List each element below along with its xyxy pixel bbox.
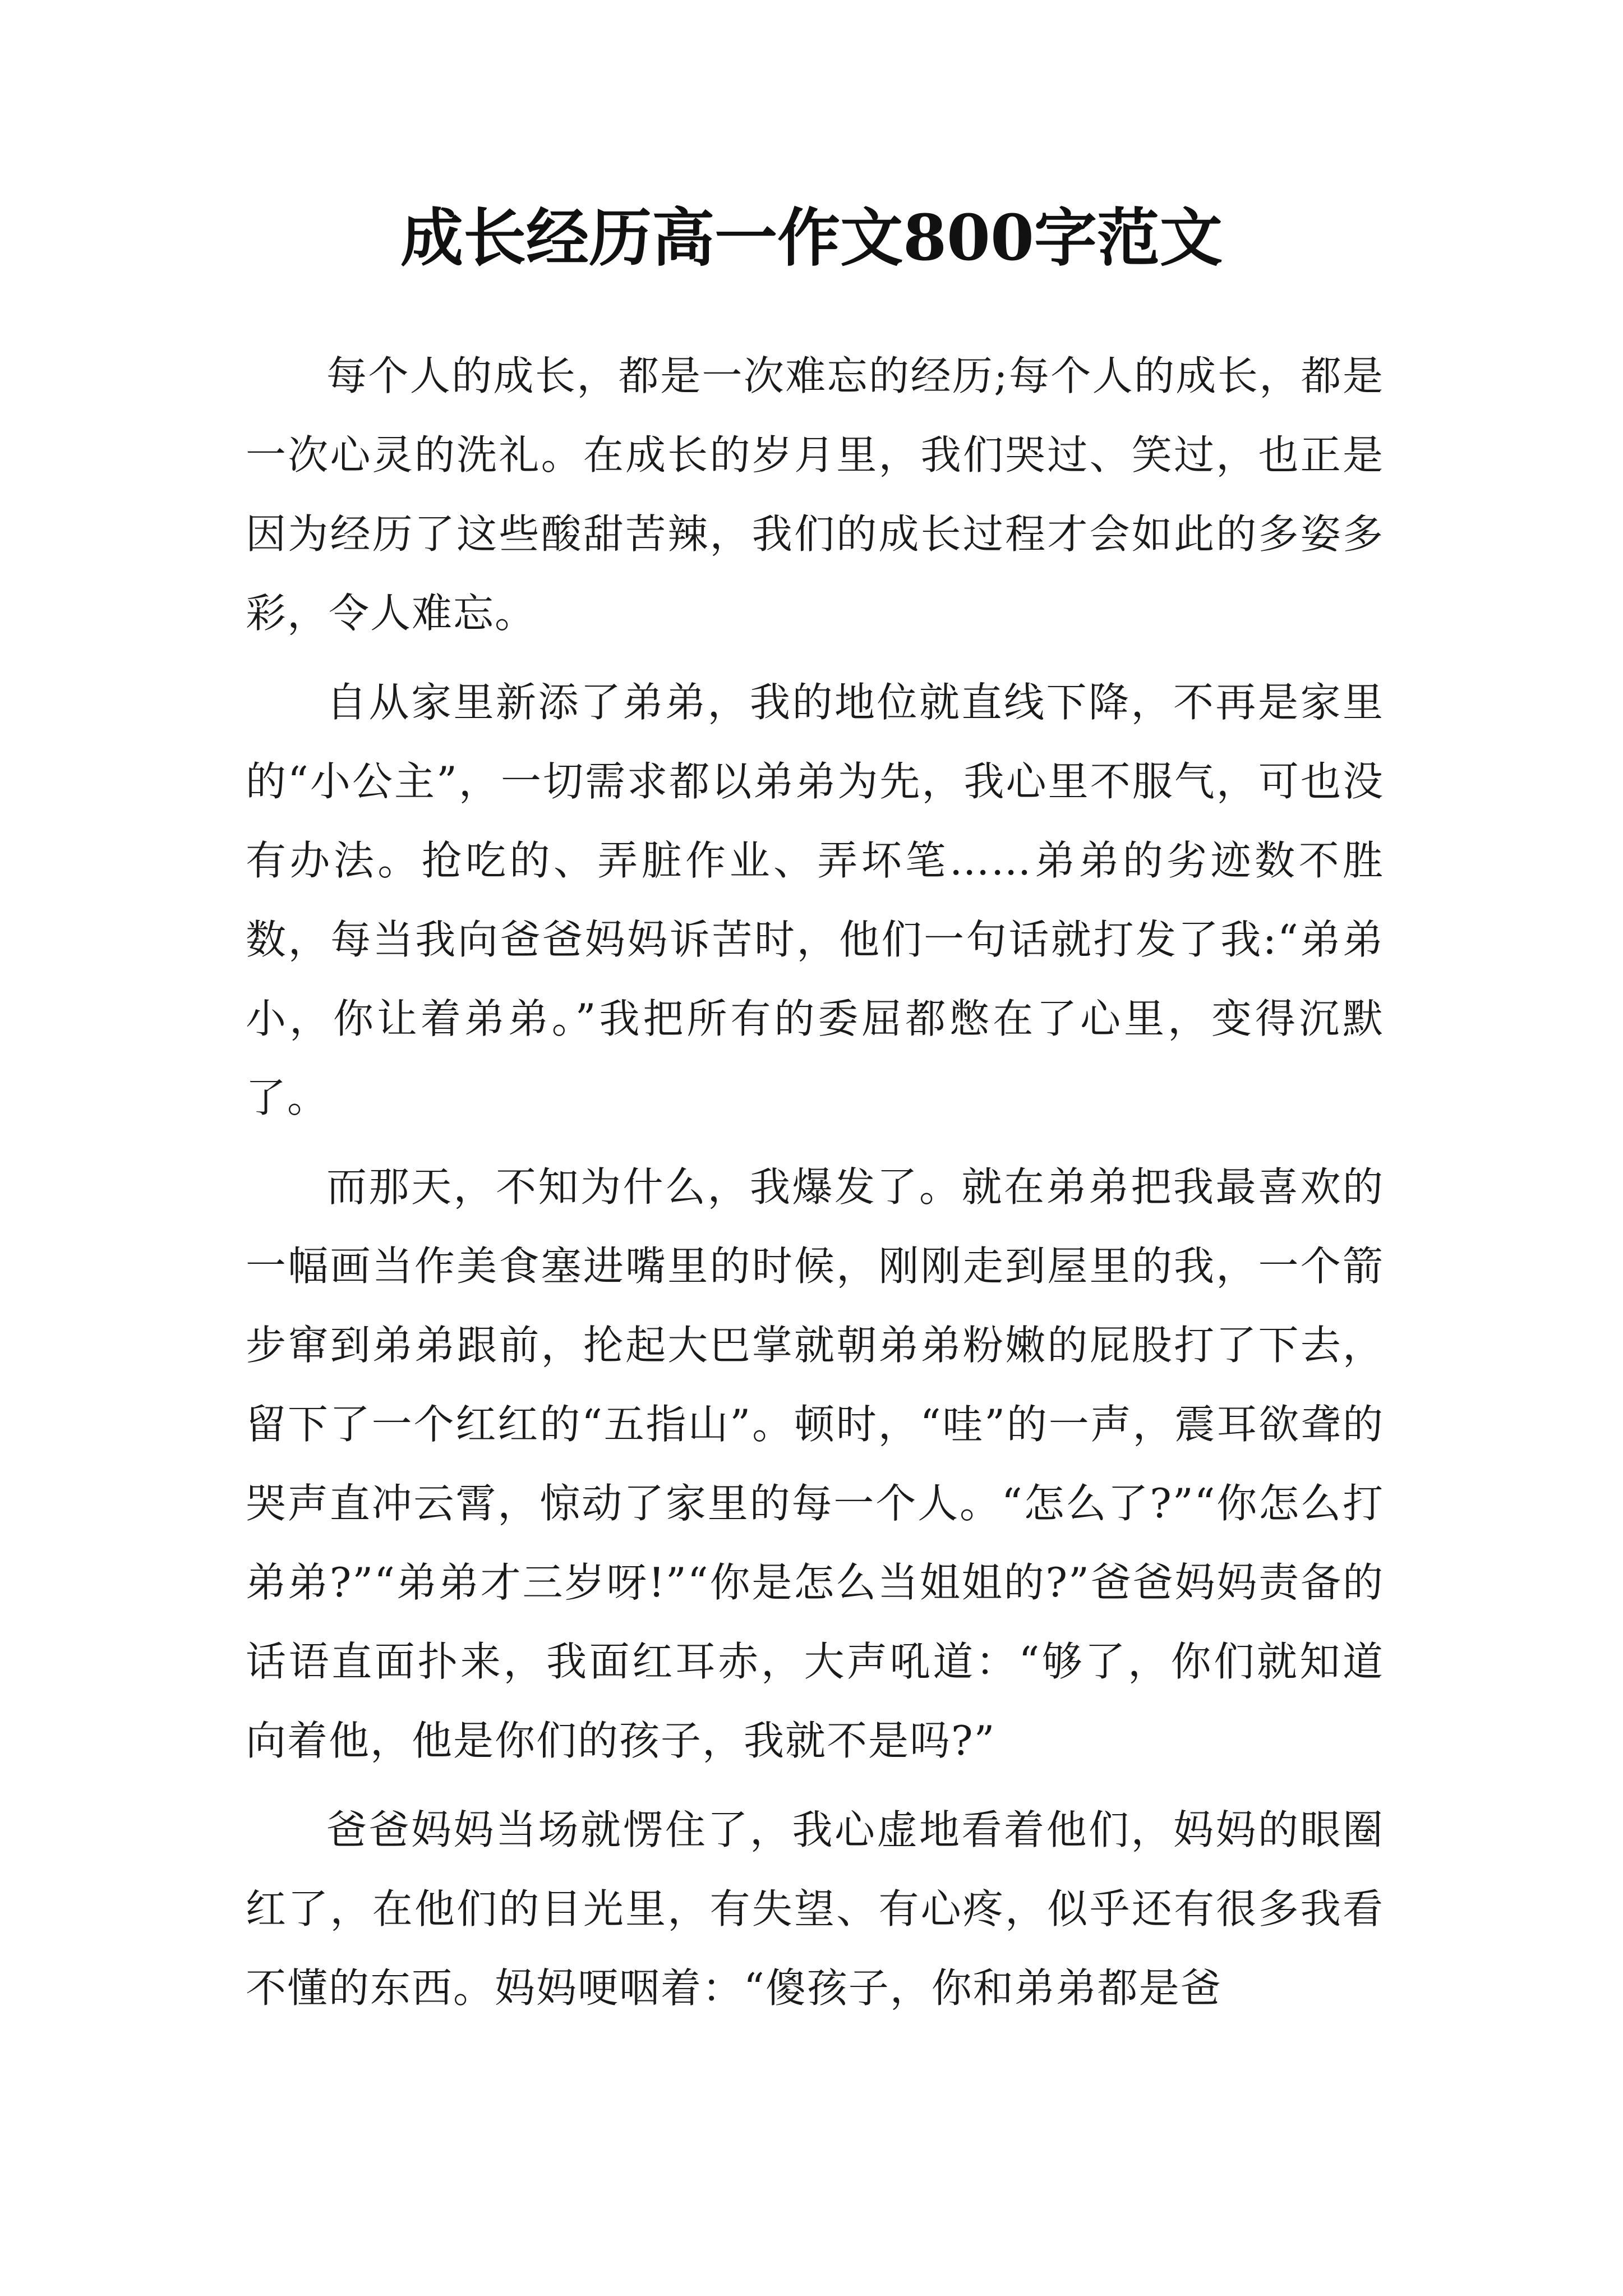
paragraph-3: 而那天，不知为什么，我爆发了。就在弟弟把我最喜欢的一幅画当作美食塞进嘴里的时候，刚刚走到屋里的我，一个箭步窜到弟弟跟前，抡起大巴掌就朝弟弟粉嫩的屁股打了下去，留下了一个红红的“五指山”。顿时，“哇”的一声，震耳欲聋的哭声直冲云霄，惊动了家里的每一个人。“怎么了?”“你怎么打弟弟?”“弟弟才三岁呀!”“你是怎么当姐姐的?”爸爸妈妈责备的话语直面扑来，我面红耳赤，大声吼道：“够了，你们就知道向着他，他是你们的孩子，我就不是吗?” xyxy=(246,1163,1384,1764)
document-body xyxy=(246,337,1384,2038)
paragraph-2: 自从家里新添了弟弟，我的地位就直线下降，不再是家里的“小公主”，一切需求都以弟弟为先，我心里不服气，可也没有办法。抢吃的、弄脏作业、弄坏笔……弟弟的劣迹数不胜数，每当我向爸爸妈妈诉苦时，他们一句话就打发了我:“弟弟小，你让着弟弟。”我把所有的委屈都憋在了心里，变得沉默了。 xyxy=(246,679,1384,1121)
paragraph-1: 每个人的成长，都是一次难忘的经历;每个人的成长，都是一次心灵的洗礼。在成长的岁月里，我们哭过、笑过，也正是因为经历了这些酸甜苦辣，我们的成长过程才会如此的多姿多彩，令人难忘。 xyxy=(246,352,1384,637)
paragraph-4: 爸爸妈妈当场就愣住了，我心虚地看着他们，妈妈的眼圈红了，在他们的目光里，有失望、有心疼，似乎还有很多我看不懂的东西。妈妈哽咽着：“傻孩子，你和弟弟都是爸 xyxy=(246,1806,1384,2012)
document-title: 成长经历高一作文800字范文 xyxy=(400,201,1223,275)
